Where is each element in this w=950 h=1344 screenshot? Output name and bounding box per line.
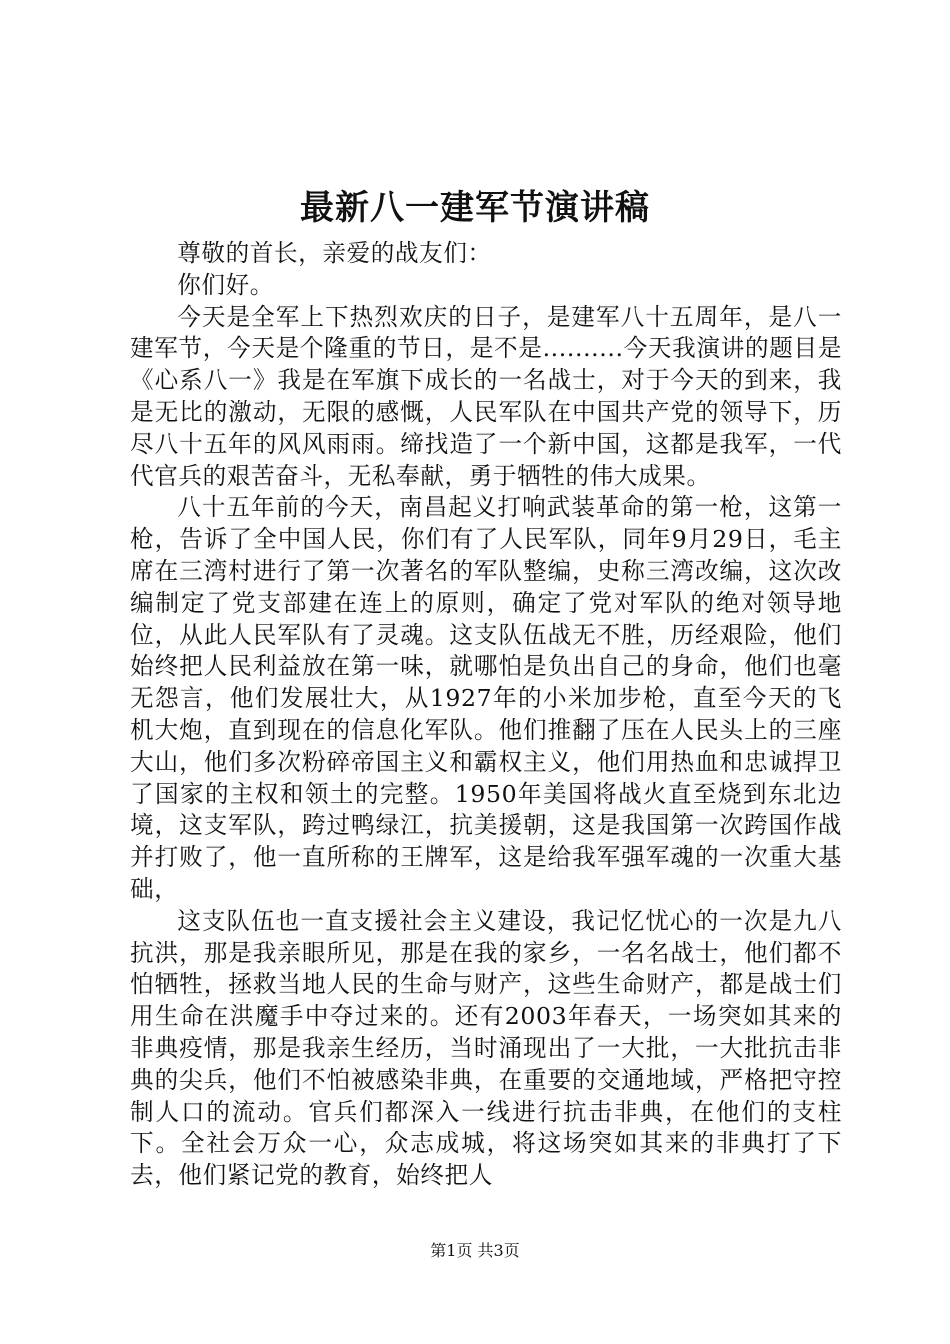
- paragraph-support: 这支队伍也一直支援社会主义建设，我记忆忧心的一次是九八抗洪，那是我亲眼所见，那是在我的家乡，一名名战士，他们都不怕牺牲，拯救当地人民的生命与财产，这些生命财产，都是战士们用生命在洪魔手中夺过来的。还有2003年春天，一场突如其来的非典疫情，那是我亲生经历，当时涌现出了一大批，一大批抗击非典的尖兵，他们不怕被感染非典，在重要的交通地域，严格把守控制人口的流动。官兵们都深入一线进行抗击非典，在他们的支柱下。全社会万众一心，众志成城，将这场突如其来的非典打了下去，他们紧记党的教育，始终把人: [130, 906, 842, 1190]
- page-footer: 第1页 共3页: [430, 1241, 520, 1260]
- document-body: [130, 238, 842, 1192]
- document-title: 最新八一建军节演讲稿: [300, 188, 650, 228]
- paragraph-history: 八十五年前的今天，南昌起义打响武装革命的第一枪，这第一枪，告诉了全中国人民，你们有了人民军队，同年9月29日，毛主席在三湾村进行了第一次著名的军队整编，史称三湾改编，这次改编制定了党支部建在连上的原则，确定了党对军队的绝对领导地位，从此人民军队有了灵魂。这支队伍战无不胜，历经艰险，他们始终把人民利益放在第一味，就哪怕是负出自己的身命，他们也毫无怨言，他们发展壮大，从1927年的小米加步枪，直至今天的飞机大炮，直到现在的信息化军队。他们推翻了压在人民头上的三座大山，他们多次粉碎帝国主义和霸权主义，他们用热血和忠诚捍卫了国家的主权和领土的完整。1950年美国将战火直至烧到东北边境，这支军队，跨过鸭绿江，抗美援朝，这是我国第一次跨国作战并打败了，他一直所称的王牌军，这是给我军强军魂的一次重大基础，: [130, 493, 842, 903]
- paragraph-salutation: 尊敬的首长，亲爱的战友们：: [177, 239, 492, 267]
- paragraph-intro: 今天是全军上下热烈欢庆的日子，是建军八十五周年，是八一建军节，今天是个隆重的节日，是不是..........今天我演讲的题目是《心系八一》我是在军旗下成长的一名战士，对于今天的到来，我是无比的激动，无限的感慨，人民军队在中国共产党的领导下，历尽八十五年的风风雨雨。缔找造了一个新中国，这都是我军，一代代官兵的艰苦奋斗，无私奉献，勇于牺牲的伟大成果。: [130, 302, 842, 490]
- paragraph-greeting: 你们好。: [177, 270, 274, 299]
